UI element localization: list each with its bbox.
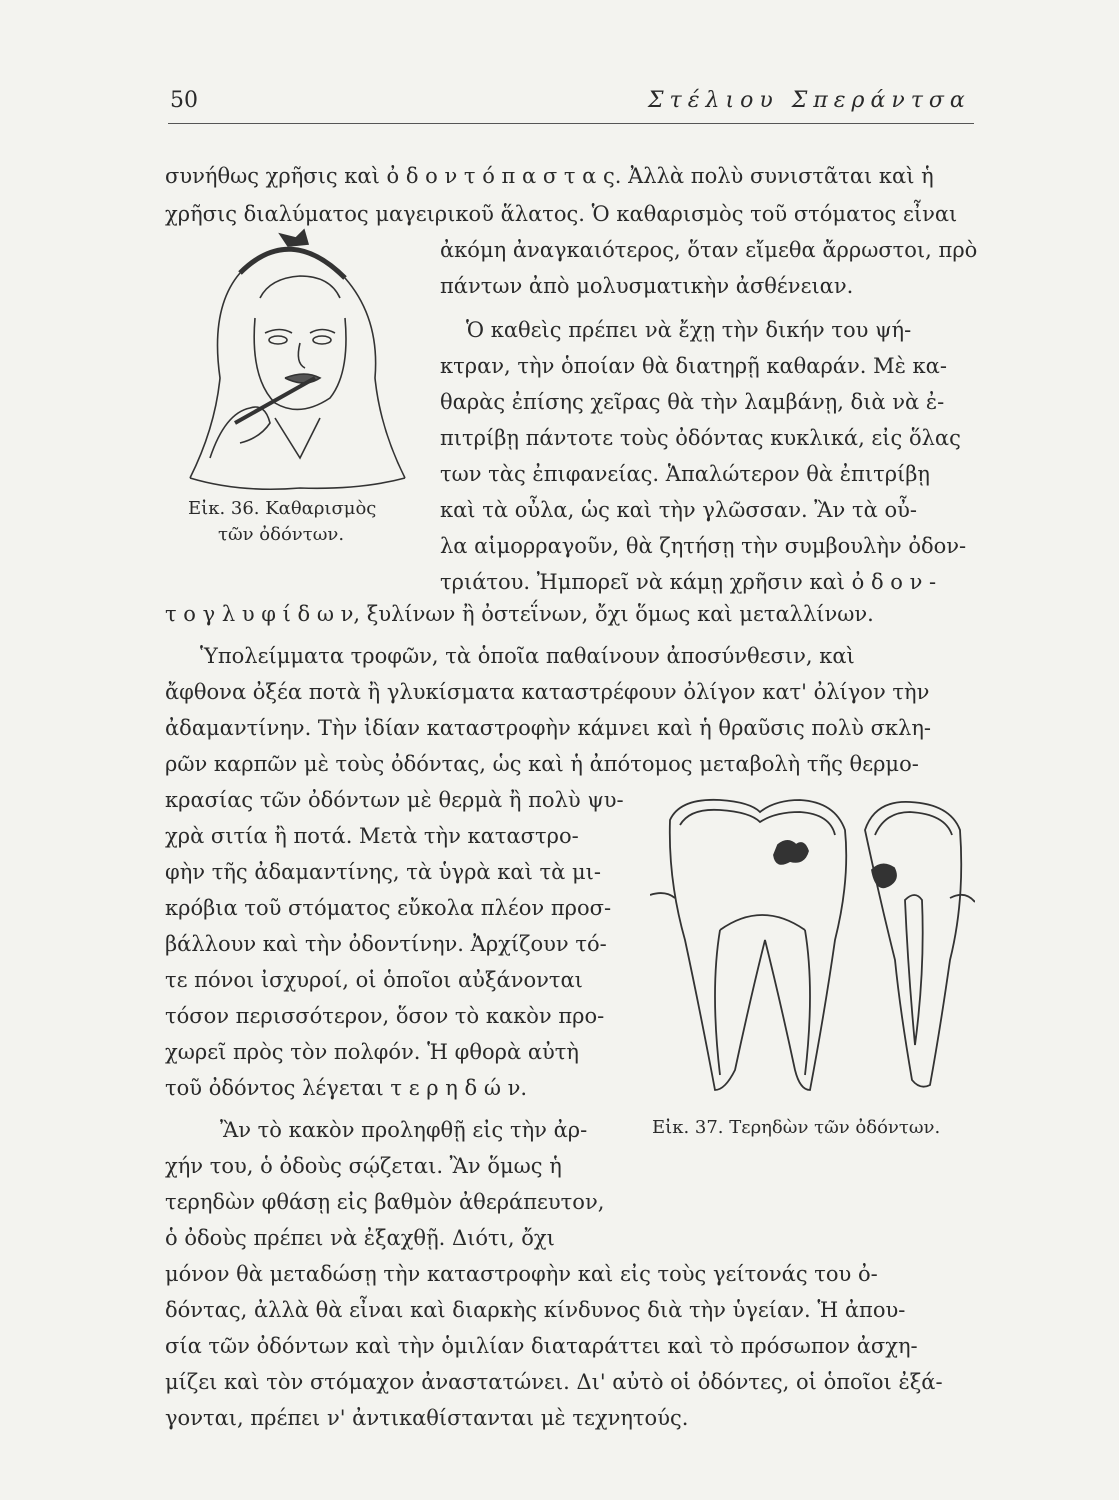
text-line: ρῶν καρπῶν μὲ τοὺς ὀδόντας, ὡς καὶ ἡ ἀπότομος μεταβολὴ τῆς θερμο-	[165, 752, 919, 776]
running-header-author: Στέλιου Σπεράντσα	[648, 88, 971, 113]
text-line: τοῦ ὀδόντος λέγεται τ ε ρ η δ ώ ν.	[165, 1076, 528, 1100]
figure-37-caption: Εἰκ. 37. Τερηδὼν τῶν ὀδόντων.	[652, 1117, 941, 1138]
text-line: χρὰ σιτία ἢ ποτά. Μετὰ τὴν καταστρο-	[165, 824, 579, 848]
figure-36-illustration	[180, 228, 415, 503]
page-number: 50	[170, 88, 198, 113]
header-rule	[168, 123, 974, 124]
text-line: ἀκόμη ἀναγκαιότερος, ὅταν εἴμεθα ἄρρωστοι, πρὸ	[440, 238, 978, 262]
text-line: Ὁ καθεὶς πρέπει νὰ ἔχῃ τὴν δικήν του ψή-	[466, 318, 912, 342]
figure-36-caption-line1: Εἰκ. 36. Καθαρισμὸς	[188, 498, 377, 519]
text-line: δόντας, ἀλλὰ θὰ εἶναι καὶ διαρκὴς κίνδυνος διὰ τὴν ὑγείαν. Ἡ ἀπου-	[165, 1298, 906, 1322]
text-line: ἀδαμαντίνην. Τὴν ἰδίαν καταστροφὴν κάμνει καὶ ἡ θραῦσις πολὺ σκλη-	[165, 716, 932, 740]
text-line: συνήθως χρῆσις καὶ ὀ δ ο ν τ ό π α σ τ α ς. Ἀλλὰ πολὺ συνιστᾶται καὶ ἡ	[165, 164, 934, 188]
text-line: τε πόνοι ἰσχυροί, οἱ ὁποῖοι αὐξάνονται	[165, 968, 583, 992]
text-line: τριάτου. Ἠμπορεῖ νὰ κάμῃ χρῆσιν καὶ ὀ δ ο ν -	[440, 570, 937, 594]
text-line: Ἂν τὸ κακὸν προληφθῇ εἰς τὴν ἀρ-	[220, 1118, 588, 1142]
figure-36-caption-line2: τῶν ὀδόντων.	[218, 524, 345, 545]
text-line: τόσον περισσότερον, ὅσον τὸ κακὸν προ-	[165, 1004, 605, 1028]
text-line: των τὰς ἐπιφανείας. Ἁπαλώτερον θὰ ἐπιτρίβῃ	[440, 462, 931, 486]
text-line: βάλλουν καὶ τὴν ὀδοντίνην. Ἀρχίζουν τό-	[165, 932, 607, 956]
text-line: τερηδὼν φθάσῃ εἰς βαθμὸν ἀθεράπευτον,	[165, 1190, 605, 1214]
text-line: σία τῶν ὀδόντων καὶ τὴν ὁμιλίαν διαταράττει καὶ τὸ πρόσωπον ἀσχη-	[165, 1334, 918, 1358]
text-line: καὶ τὰ οὖλα, ὡς καὶ τὴν γλῶσσαν. Ἂν τὰ οὖ-	[440, 498, 917, 522]
text-line: χήν του, ὁ ὀδοὺς σῴζεται. Ἂν ὅμως ἡ	[165, 1154, 562, 1178]
text-line: χρῆσις διαλύματος μαγειρικοῦ ἅλατος. Ὁ καθαρισμὸς τοῦ στόματος εἶναι	[165, 202, 958, 226]
text-line: πάντων ἀπὸ μολυσματικὴν ἀσθένειαν.	[440, 274, 854, 298]
text-line: φὴν τῆς ἀδαμαντίνης, τὰ ὑγρὰ καὶ τὰ μι-	[165, 860, 601, 884]
text-line: κρασίας τῶν ὀδόντων μὲ θερμὰ ἢ πολὺ ψυ-	[165, 788, 624, 812]
text-line: γονται, πρέπει ν' ἀντικαθίστανται μὲ τεχνητούς.	[165, 1406, 689, 1430]
text-line: χωρεῖ πρὸς τὸν πολφόν. Ἡ φθορὰ αὐτὴ	[165, 1040, 579, 1064]
text-line: ἄφθονα ὀξέα ποτὰ ἢ γλυκίσματα καταστρέφουν ὀλίγον κατ' ὀλίγον τὴν	[165, 680, 930, 704]
text-line: θαρὰς ἐπίσης χεῖρας θὰ τὴν λαμβάνῃ, διὰ νὰ ἐ-	[440, 390, 945, 414]
text-line: κτραν, τὴν ὁποίαν θὰ διατηρῇ καθαράν. Μὲ κα-	[440, 354, 947, 378]
text-line: Ὑπολείμματα τροφῶν, τὰ ὁποῖα παθαίνουν ἀποσύνθεσιν, καὶ	[200, 644, 855, 668]
text-line: πιτρίβῃ πάντοτε τοὺς ὀδόντας κυκλικά, εἰς ὅλας	[440, 426, 961, 450]
text-line: λα αἱμορραγοῦν, θὰ ζητήσῃ τὴν συμβουλὴν ὀδον-	[440, 534, 967, 558]
text-line: μίζει καὶ τὸν στόμαχον ἀναστατώνει. Δι' αὐτὸ οἱ ὀδόντες, οἱ ὁποῖοι ἐξά-	[165, 1370, 943, 1394]
text-line: μόνον θὰ μεταδώσῃ τὴν καταστροφὴν καὶ εἰς τοὺς γείτονάς του ὀ-	[165, 1262, 878, 1286]
text-line: τ ο γ λ υ φ ί δ ω ν, ξυλίνων ἢ ὀστεΐνων, ὄχι ὅμως καὶ μεταλλίνων.	[165, 602, 874, 626]
figure-37-illustration	[650, 790, 975, 1095]
text-line: κρόβια τοῦ στόματος εὔκολα πλέον προσ-	[165, 896, 612, 920]
text-line: ὁ ὀδοὺς πρέπει νὰ ἐξαχθῇ. Διότι, ὄχι	[165, 1226, 555, 1250]
